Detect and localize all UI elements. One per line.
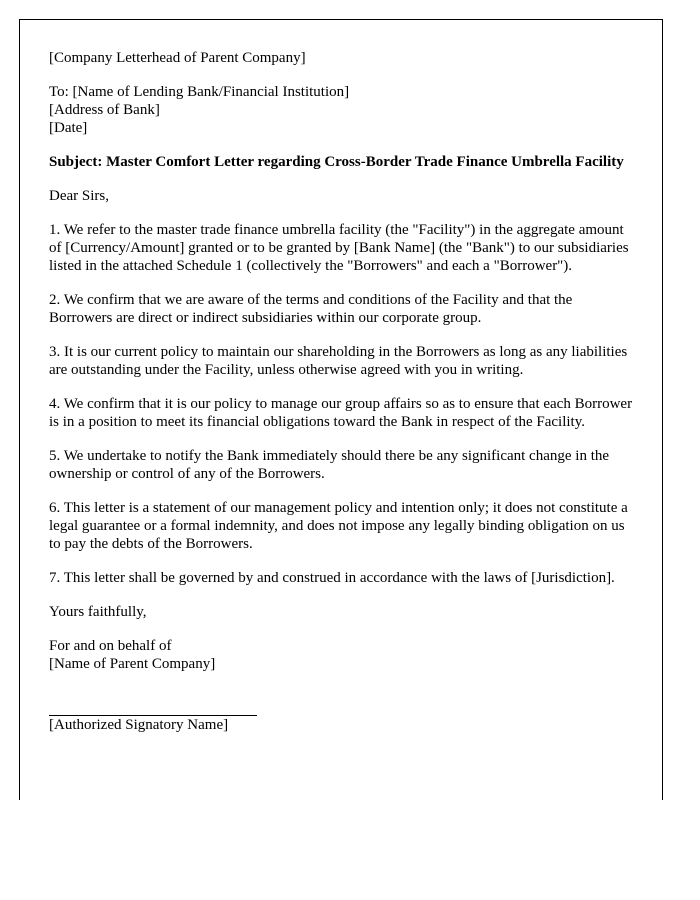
recipient-block (49, 83, 633, 137)
company-name: [Name of Parent Company] (49, 656, 216, 672)
recipient-name: To: [Name of Lending Bank/Financial Institution] (49, 84, 350, 100)
paragraph-5: 5. We undertake to notify the Bank immediately should there be any significant change in the ownership or control of any of the Borrowers. (49, 448, 610, 482)
paragraph-1: 1. We refer to the master trade finance umbrella facility (the "Facility") in the aggregate amount of [Currency/Amount] granted or to be granted by [Bank Name] (the "Bank") to our subsidiaries listed in the attached Schedule 1 (collectively the "Borrowers" and each a "Borrower"). (49, 222, 629, 274)
paragraph-4: 4. We confirm that it is our policy to manage our group affairs so as to ensure that each Borrower is in a position to meet its financial obligations toward the Bank in respect of the Facility. (49, 396, 633, 430)
letterhead-block (49, 49, 633, 67)
signature-block (49, 637, 633, 673)
signatory-name: [Authorized Signatory Name] (49, 717, 229, 733)
signatory-line (49, 715, 257, 734)
paragraph-6: 6. This letter is a statement of our management policy and intention only; it does not constitute a legal guarantee or a formal indemnity, and does not impose any legally binding obligation on us to pay the debts of the Borrowers. (49, 500, 628, 552)
letter-page (19, 19, 663, 800)
closing: Yours faithfully, (49, 604, 147, 620)
letter-body (49, 49, 633, 734)
letterhead: [Company Letterhead of Parent Company] (49, 50, 306, 66)
paragraph-3: 3. It is our current policy to maintain our shareholding in the Borrowers as long as any liabilities are outstanding under the Facility, unless otherwise agreed with you in writing. (49, 344, 628, 378)
on-behalf-label: For and on behalf of (49, 638, 172, 654)
subject-line: Subject: Master Comfort Letter regarding Cross-Border Trade Finance Umbrella Facility (49, 154, 624, 170)
paragraph-2: 2. We confirm that we are aware of the terms and conditions of the Facility and that the Borrowers are direct or indirect subsidiaries within our corporate group. (49, 292, 573, 326)
paragraph-7: 7. This letter shall be governed by and construed in accordance with the laws of [Jurisdiction]. (49, 570, 615, 586)
letter-date: [Date] (49, 120, 88, 136)
salutation: Dear Sirs, (49, 188, 109, 204)
recipient-address: [Address of Bank] (49, 102, 160, 118)
